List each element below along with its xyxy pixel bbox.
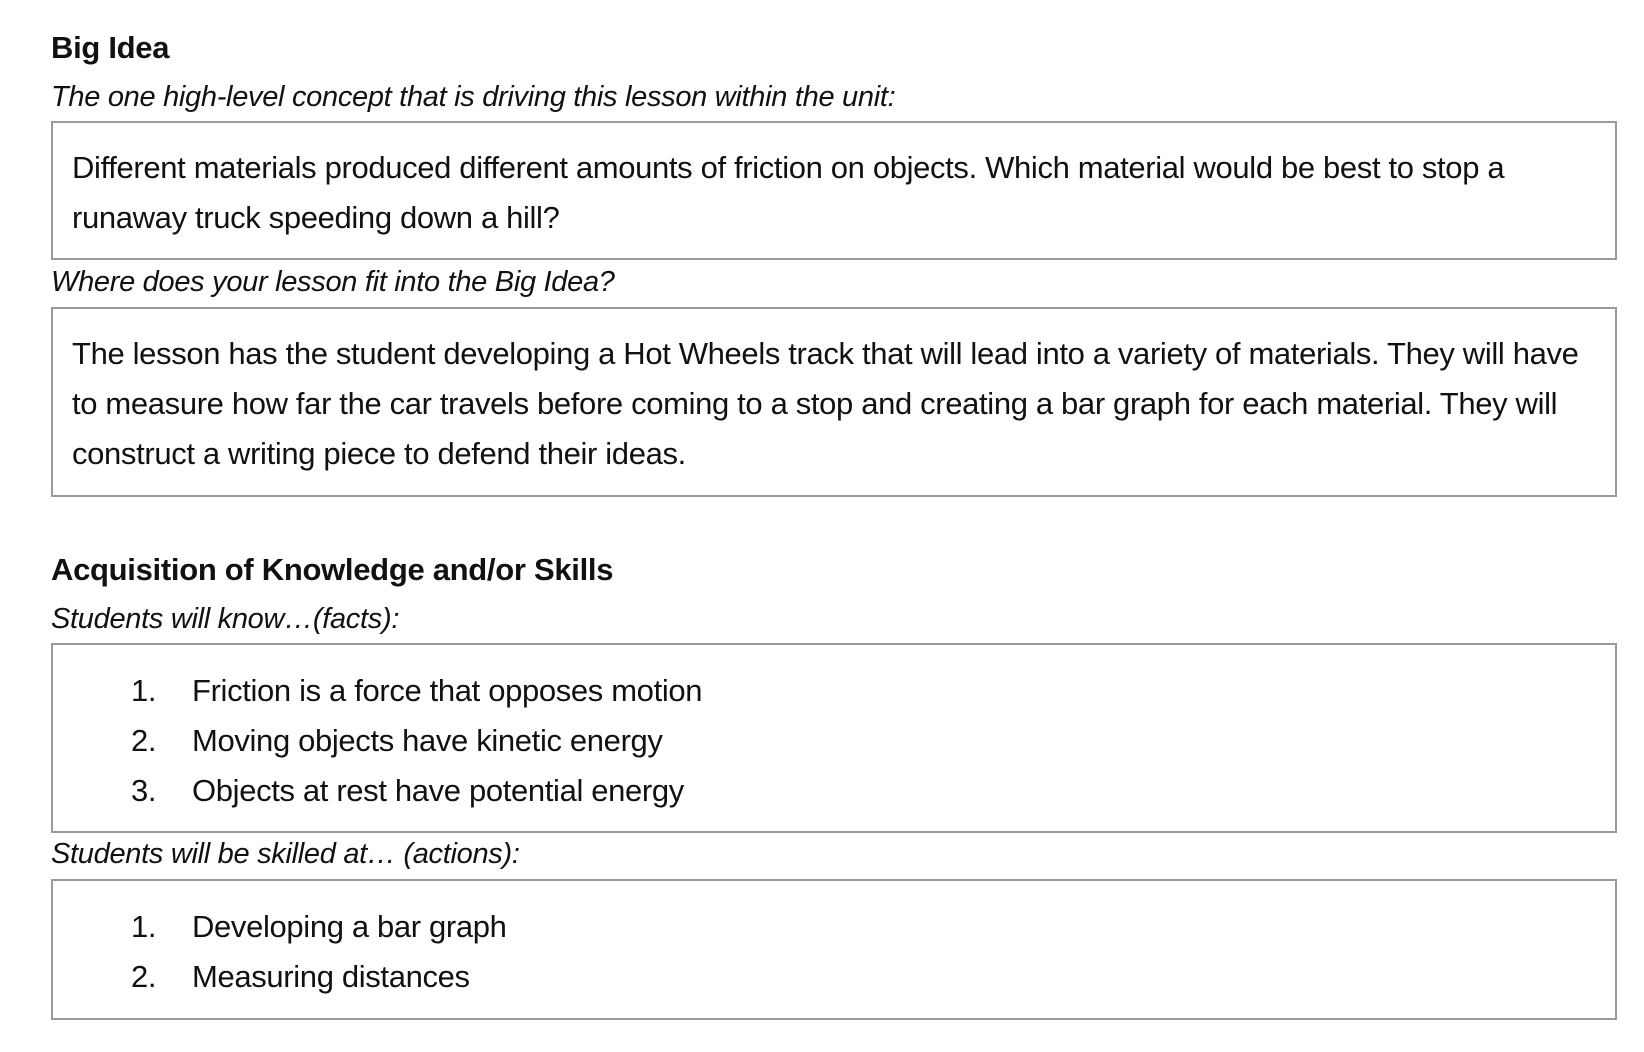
skills-list [53, 881, 1615, 1002]
list-item-text: Objects at rest have potential energy [192, 773, 684, 808]
list-item-number: 1. [131, 909, 157, 944]
acquisition-heading: Acquisition of Knowledge and/or Skills [51, 552, 614, 587]
list-item-text: Moving objects have kinetic energy [192, 723, 663, 758]
lesson-fit-prompt: Where does your lesson fit into the Big Idea? [51, 266, 615, 298]
list-item [53, 716, 1615, 766]
list-item-number: 2. [131, 723, 157, 758]
list-item [53, 902, 1615, 952]
list-item-text: Developing a bar graph [192, 909, 507, 944]
lesson-fit-answer-box[interactable] [51, 307, 1617, 497]
lesson-fit-answer-text: The lesson has the student developing a Hot Wheels track that will lead into a variety of materials. They will have to measure how far the car travels before coming to a stop and creating a bar graph for each material. They will construct a writing piece to defend their ideas. [72, 336, 1579, 471]
students-will-know-prompt: Students will know…(facts): [51, 603, 400, 635]
list-item-number: 1. [131, 673, 157, 708]
big-idea-answer-box[interactable] [51, 121, 1617, 260]
big-idea-prompt: The one high-level concept that is driving this lesson within the unit: [51, 81, 896, 113]
students-skilled-at-prompt: Students will be skilled at… (actions): [51, 838, 520, 870]
list-item-number: 3. [131, 773, 157, 808]
big-idea-answer-text: Different materials produced different amounts of friction on objects. Which material would be best to stop a runaway truck speeding down a hill? [72, 150, 1505, 235]
facts-list [53, 645, 1615, 816]
list-item [53, 766, 1615, 816]
facts-answer-box[interactable] [51, 643, 1617, 833]
skills-answer-box[interactable] [51, 879, 1617, 1020]
big-idea-heading: Big Idea [51, 30, 170, 65]
list-item [53, 666, 1615, 716]
list-item [53, 952, 1615, 1002]
list-item-number: 2. [131, 959, 157, 994]
list-item-text: Friction is a force that opposes motion [192, 673, 703, 708]
list-item-text: Measuring distances [192, 959, 470, 994]
